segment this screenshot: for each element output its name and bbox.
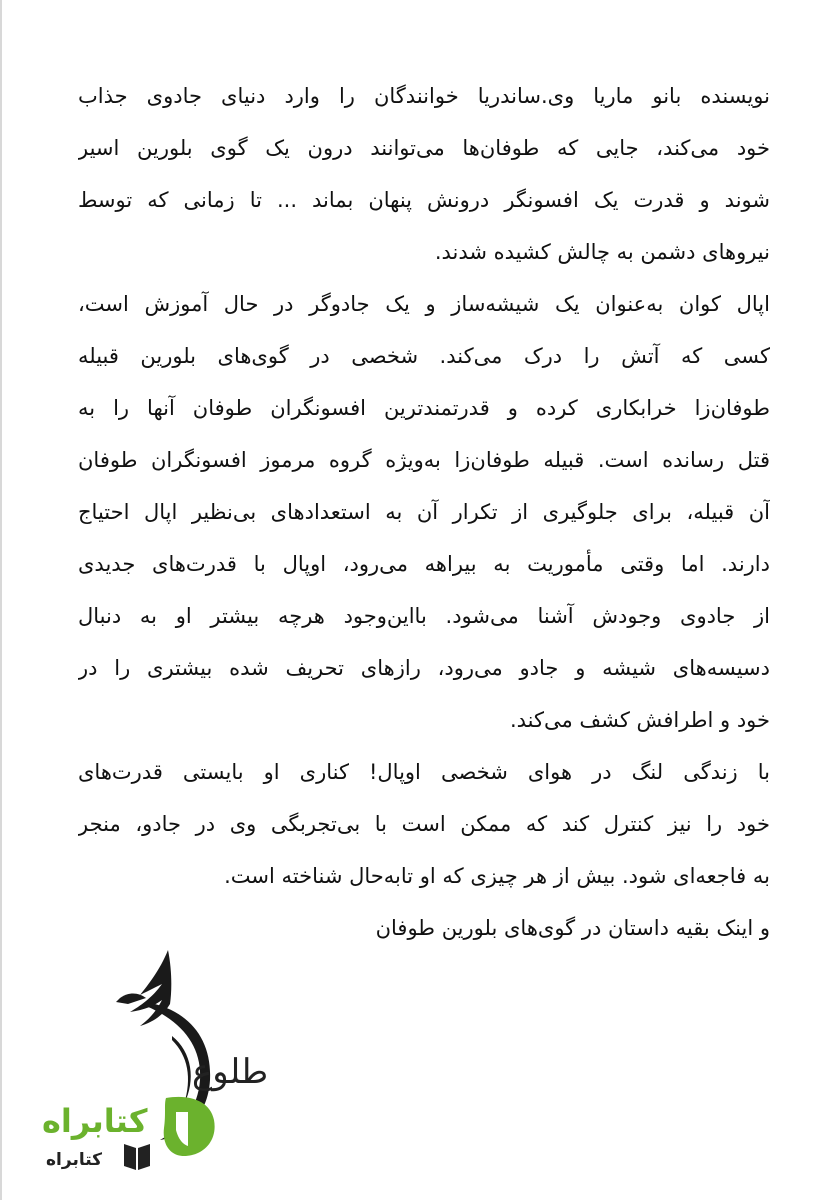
text-line: قتل رسانده است. قبیله طوفان‌زا به‌ویژه گروه مرموز افسونگران طوفان — [78, 448, 770, 472]
text-line: به فاجعه‌ای شود. بیش از هر چیزی که او تابه‌حال شناخته است. — [224, 864, 770, 888]
text-line: خود و اطرافش کشف می‌کند. — [509, 708, 770, 732]
text-line: از جادوی وجودش آشنا می‌شود. بااین‌وجود هرچه بیشتر او به دنبال — [78, 604, 770, 628]
text-line: دسیسه‌های شیشه و جادو می‌رود، رازهای تحریف شده بیشتری را در — [78, 656, 770, 680]
text-line: نیروهای دشمن به چالش کشیده شدند. — [434, 240, 770, 264]
leaf-icon — [158, 1090, 218, 1160]
text-line: با زندگی لنگ در هوای شخصی اوپال! کناری او بایستی قدرت‌های — [78, 760, 770, 784]
text-line: کسی که آتش را درک می‌کند. شخصی در گوی‌های بلورین قبیله — [78, 344, 770, 368]
text-line: نویسنده بانو ماریا وی.ساندریا خوانندگان را وارد دنیای جادوی جذاب — [78, 84, 770, 108]
ketabrah-small-text: کتابراه — [46, 1150, 103, 1170]
book-description — [78, 70, 770, 954]
text-line: خود می‌کند، جایی که طوفان‌ها می‌توانند درون یک گوی بلورین اسیر — [78, 136, 770, 160]
text-line: آن قبیله، برای جلوگیری از تکرار آن به استعدادهای بی‌نظیر اپال احتیاج — [78, 500, 770, 524]
text-line: طوفان‌زا خرابکاری کرده و قدرتمندترین افسونگران طوفان آنها را به — [78, 396, 770, 420]
ketabrah-large-text: کتابراه — [42, 1102, 148, 1140]
text-line: و اینک بقیه داستان در گوی‌های بلورین طوفان — [375, 916, 770, 940]
logos-area — [40, 940, 269, 1190]
book-icon — [120, 1140, 154, 1174]
page-left-edge — [0, 0, 2, 1200]
text-line: دارند. اما وقتی مأموریت به بیراهه می‌رود، اوپال با قدرت‌های جدیدی — [78, 552, 770, 576]
publisher-name: طلوع — [192, 1052, 269, 1092]
ketabrah-logo — [40, 1090, 220, 1190]
text-line: شوند و قدرت یک افسونگر درونش پنهان بماند ... تا زمانی که توسط — [78, 188, 770, 212]
text-line: خود را نیز کنترل کند که ممکن است با بی‌تجربگی وی در جادو، منجر — [78, 812, 770, 836]
text-line: اپال کوان به‌عنوان یک شیشه‌ساز و یک جادوگر در حال آموزش است، — [78, 292, 770, 316]
